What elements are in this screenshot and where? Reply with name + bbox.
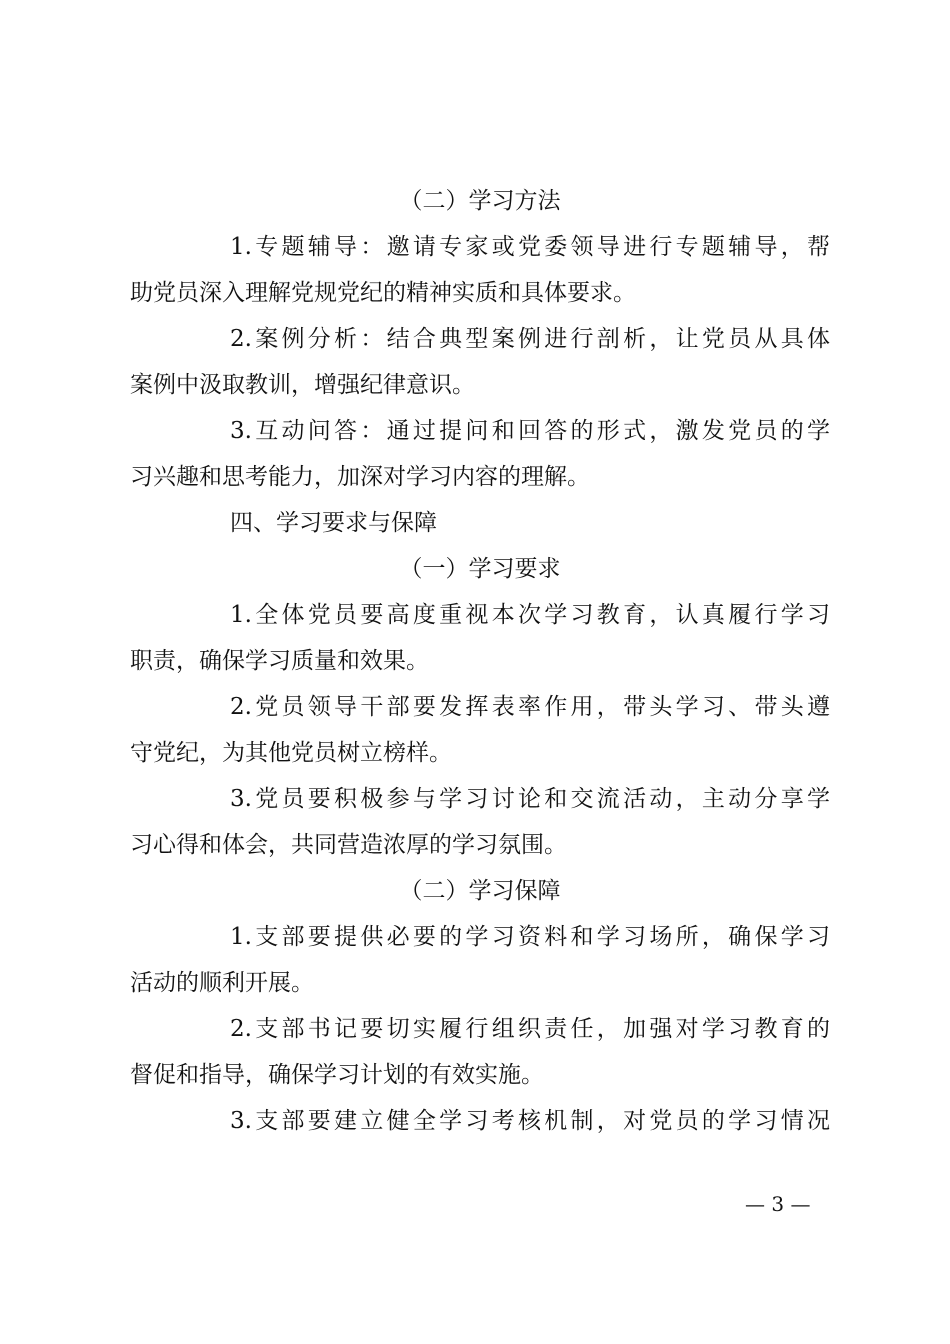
paragraph-line: 守党纪，为其他党员树立榜样。 [130,740,452,766]
paragraph-line: 3.党员要积极参与学习讨论和交流活动，主动分享学 [230,786,830,812]
paragraph-line: 职责，确保学习质量和效果。 [130,648,429,674]
paragraph-line: 习心得和体会，共同营造浓厚的学习氛围。 [130,832,567,858]
paragraph-line: 2.案例分析：结合典型案例进行剖析，让党员从具体 [230,326,830,352]
subheading-learning-guarantee: （二）学习保障 [399,878,561,904]
paragraph-line: 2.党员领导干部要发挥表率作用，带头学习、带头遵 [230,694,830,720]
paragraph-line: 习兴趣和思考能力，加深对学习内容的理解。 [130,464,590,490]
paragraph-line: 1.支部要提供必要的学习资料和学习场所，确保学习 [230,924,830,950]
page-number: — 3 — [745,1192,811,1216]
paragraph-line: 3.支部要建立健全学习考核机制，对党员的学习情况 [230,1108,830,1134]
paragraph-line: 案例中汲取教训，增强纪律意识。 [130,372,475,398]
paragraph-line: 3.互动问答：通过提问和回答的形式，激发党员的学 [230,418,830,444]
section-heading-requirements: 四、学习要求与保障 [230,510,437,536]
subheading-learning-methods: （二）学习方法 [399,188,561,214]
paragraph-line: 督促和指导，确保学习计划的有效实施。 [130,1062,544,1088]
paragraph-line: 2.支部书记要切实履行组织责任，加强对学习教育的 [230,1016,830,1042]
paragraph-line: 助党员深入理解党规党纪的精神实质和具体要求。 [130,280,636,306]
subheading-learning-requirements: （一）学习要求 [399,556,561,582]
paragraph-line: 活动的顺利开展。 [130,970,314,996]
document-body [130,178,830,1144]
paragraph-line: 1.全体党员要高度重视本次学习教育，认真履行学习 [230,602,830,628]
paragraph-line: 1.专题辅导：邀请专家或党委领导进行专题辅导，帮 [230,234,830,260]
